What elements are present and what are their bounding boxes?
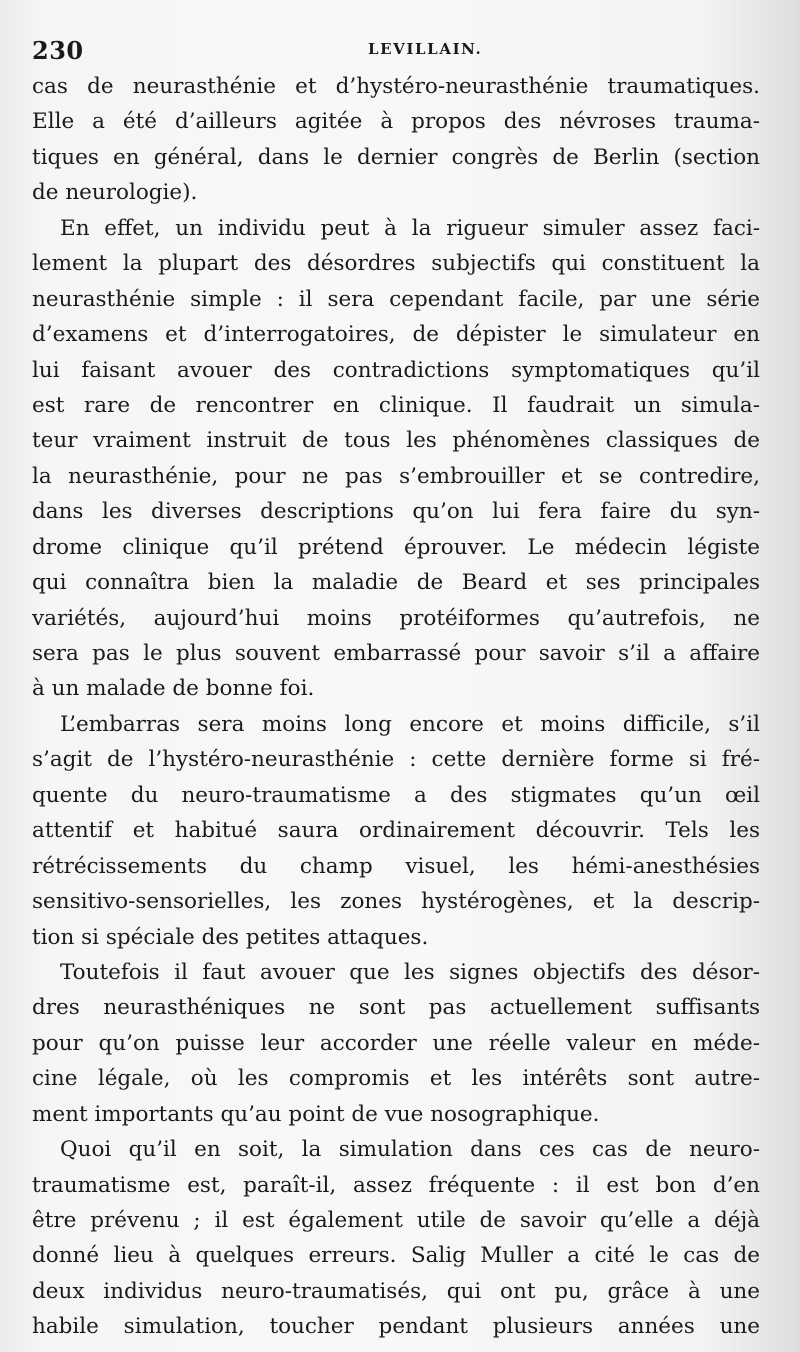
text-line: sera pas le plus souvent embarrassé pour savoir s’il a affaire bbox=[32, 641, 760, 666]
text-line: drome clinique qu’il prétend éprouver. Le médecin légiste bbox=[32, 534, 760, 560]
paragraph-first-line: L’embarras sera moins long encore et moins difficile, s’il bbox=[60, 711, 760, 737]
text-line: tiques en général, dans le dernier congrès de Berlin (section bbox=[32, 144, 760, 170]
text-line: teur vraiment instruit de tous les phénomènes classiques de bbox=[32, 428, 760, 454]
paragraph-first-line: Toutefois il faut avouer que les signes objectifs des désor- bbox=[60, 959, 760, 985]
text-line: quente du neuro-traumatisme a des stigmates qu’un œil bbox=[32, 782, 760, 808]
text-line: à un malade de bonne foi. bbox=[32, 676, 315, 702]
text-line: lement la plupart des désordres subjectifs qui constituent la bbox=[32, 251, 760, 277]
text-line: traumatisme est, paraît-il, assez fréquente : il est bon d’en bbox=[32, 1172, 760, 1198]
text-line: lui faisant avouer des contradictions symptomatiques qu’il bbox=[32, 357, 760, 383]
text-line: habile simulation, toucher pendant plusieurs années une bbox=[32, 1314, 760, 1340]
text-line: tion si spéciale des petites attaques. bbox=[32, 924, 429, 950]
text-line: pour qu’on puisse leur accorder une réelle valeur en méde- bbox=[32, 1030, 760, 1056]
text-line: sensitivo-sensorielles, les zones hystérogènes, et la descrip- bbox=[32, 889, 760, 915]
text-line: qui connaîtra bien la maladie de Beard et ses principales bbox=[32, 570, 760, 596]
text-line: d’examens et d’interrogatoires, de dépister le simulateur en bbox=[32, 322, 760, 348]
text-line: de neurologie). bbox=[32, 180, 198, 206]
text-line: la neurasthénie, pour ne pas s’embrouiller et se contredire, bbox=[32, 463, 760, 489]
text-line: deux individus neuro-traumatisés, qui ont pu, grâce à une bbox=[32, 1278, 760, 1304]
text-line: dres neurasthéniques ne sont pas actuellement suffisants bbox=[32, 995, 760, 1021]
text-line: variétés, aujourd’hui moins protéiformes qu’autrefois, ne bbox=[32, 605, 760, 631]
text-line: s’agit de l’hystéro-neurasthénie : cette dernière forme si fré- bbox=[32, 747, 760, 773]
running-head: LEVILLAIN. bbox=[368, 40, 483, 58]
text-line: est rare de rencontrer en clinique. Il faudrait un simula- bbox=[32, 392, 760, 418]
paragraph-first-line: En effet, un individu peut à la rigueur simuler assez faci- bbox=[60, 215, 760, 241]
text-line: Elle a été d’ailleurs agitée à propos des névroses trauma- bbox=[32, 109, 760, 135]
text-line: neurasthénie simple : il sera cependant facile, par une série bbox=[32, 286, 760, 312]
text-line: ment importants qu’au point de vue nosographique. bbox=[32, 1101, 600, 1127]
page-number: 230 bbox=[32, 36, 84, 65]
text-line: dans les diverses descriptions qu’on lui fera faire du syn- bbox=[32, 499, 760, 525]
paragraph-first-line: Quoi qu’il en soit, la simulation dans ces cas de neuro- bbox=[60, 1137, 760, 1163]
text-line: cine légale, où les compromis et les intérêts sont autre- bbox=[32, 1066, 760, 1092]
text-line: cas de neurasthénie et d’hystéro-neurasthénie traumatiques. bbox=[32, 74, 760, 99]
text-line: donné lieu à quelques erreurs. Salig Muller a cité le cas de bbox=[32, 1243, 760, 1269]
text-line: rétrécissements du champ visuel, les hémi-anesthésies bbox=[32, 853, 760, 879]
text-line: attentif et habitué saura ordinairement découvrir. Tels les bbox=[32, 818, 760, 844]
body-text bbox=[32, 69, 760, 1345]
text-line: être prévenu ; il est également utile de savoir qu’elle a déjà bbox=[32, 1208, 760, 1233]
page-header bbox=[32, 36, 752, 66]
